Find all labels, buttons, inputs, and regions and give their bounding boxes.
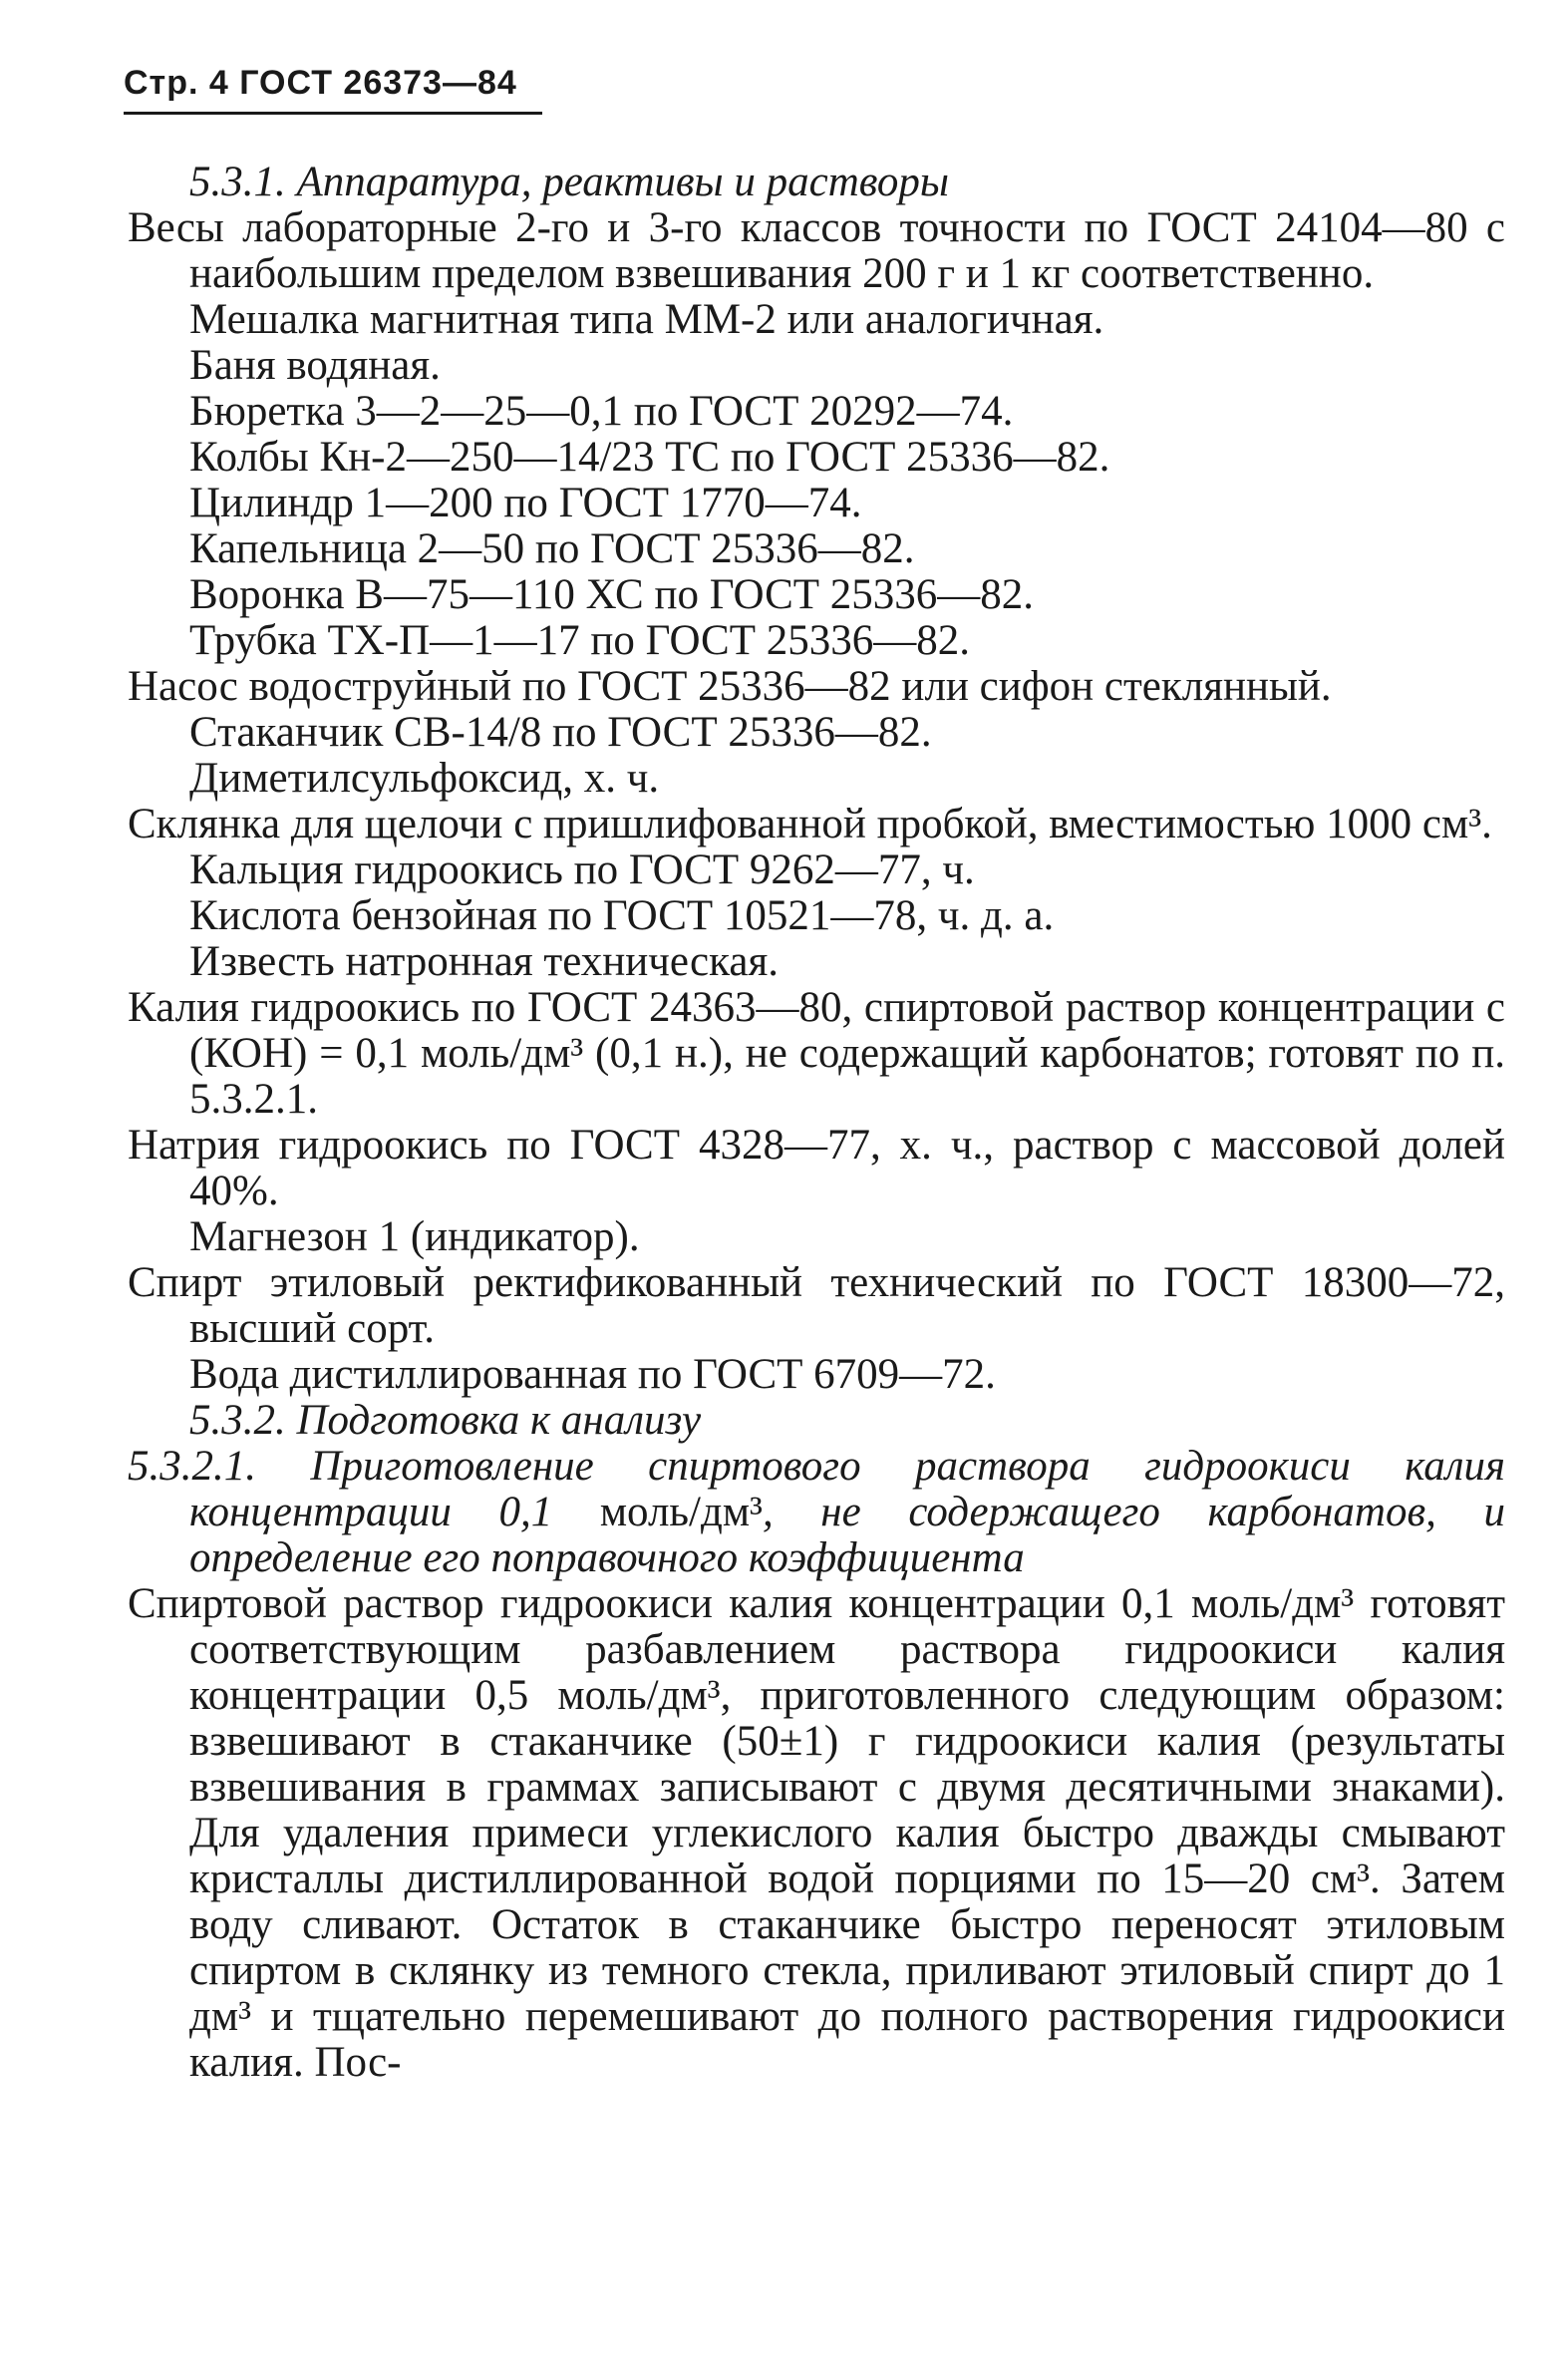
section-5-3-2-1-title-part-a: 5.3.2.1. Приготовление спиртового раствора гидроокиси калия концентрации 0,1: [128, 1443, 1505, 1535]
item-flasks: Колбы Кн-2—250—14/23 ТС по ГОСТ 25336—82.: [189, 434, 1110, 481]
item-scales: Весы лабораторные 2-го и 3-го классов точности по ГОСТ 24104—80 с наибольшим пределом взвешивания 200 г и 1 кг соответственно.: [128, 204, 1505, 297]
item-potassium-hydroxide: Калия гидроокись по ГОСТ 24363—80, спиртовой раствор концентрации с (КОН) = 0,1 моль/дм³ (0,1 н.), не содержащий карбонатов; готовят по п. 5.3.2.1.: [128, 984, 1505, 1123]
item-beaker: Стаканчик СВ-14/8 по ГОСТ 25336—82.: [189, 709, 932, 756]
item-distilled-water: Вода дистиллированная по ГОСТ 6709—72.: [189, 1351, 996, 1398]
item-benzoic-acid: Кислота бензойная по ГОСТ 10521—78, ч. д. а.: [189, 892, 1055, 939]
document-body: [128, 159, 1505, 2086]
item-ethanol: Спирт этиловый ректификованный технический по ГОСТ 18300—72, высший сорт.: [128, 1259, 1505, 1352]
item-stirrer: Мешалка магнитная типа ММ-2 или аналогичная.: [189, 296, 1104, 343]
item-burette: Бюретка 3—2—25—0,1 по ГОСТ 20292—74.: [189, 388, 1014, 435]
item-calcium-hydroxide: Кальция гидроокись по ГОСТ 9262—77, ч.: [189, 846, 975, 893]
section-5-3-2-title: 5.3.2. Подготовка к анализу: [189, 1397, 702, 1444]
item-alkali-bottle: Склянка для щелочи с пришлифованной пробкой, вместимостью 1000 см³.: [128, 801, 1492, 847]
item-dropper: Капельница 2—50 по ГОСТ 25336—82.: [189, 525, 915, 572]
item-water-bath: Баня водяная.: [189, 342, 441, 389]
item-tube: Трубка ТХ-П—1—17 по ГОСТ 25336—82.: [189, 617, 970, 664]
section-5-3-2-1-body: Спиртовой раствор гидроокиси калия концентрации 0,1 моль/дм³ готовят соответствующим разбавлением раствора гидроокиси калия концентрации 0,5 моль/дм³, приготовленного следующим образом: взвешивают в стаканчике (50±1) г гидроокиси калия (результаты взвешивания в граммах записывают с двумя десятичными знаками). Для удаления примеси углекислого калия быстро дважды смывают кристаллы дистиллированной водой порциями по 15—20 см³. Затем воду сливают. Остаток в стаканчике быстро переносят этиловым спиртом в склянку из темного стекла, приливают этиловый спирт до 1 дм³ и тщательно перемешивают до полного растворения гидроокиси калия. Пос-: [128, 1580, 1505, 2086]
section-5-3-2-1-title-unit: моль/дм³: [599, 1489, 763, 1535]
item-magneson: Магнезон 1 (индикатор).: [189, 1213, 640, 1260]
page-header: Стр. 4 ГОСТ 26373—84: [124, 64, 517, 102]
section-5-3-2-1-title-part-b: , не содержащего карбонатов, и определение его поправочного коэффициента: [189, 1489, 1505, 1581]
section-5-3-2-1-title: [128, 1444, 1505, 1581]
item-cylinder: Цилиндр 1—200 по ГОСТ 1770—74.: [189, 480, 862, 526]
item-pump: Насос водоструйный по ГОСТ 25336—82 или сифон стеклянный.: [128, 663, 1332, 710]
item-funnel: Воронка В—75—110 ХС по ГОСТ 25336—82.: [189, 571, 1035, 618]
header-rule: [124, 112, 542, 115]
item-dmso: Диметилсульфоксид, х. ч.: [189, 755, 660, 802]
section-5-3-1-title: 5.3.1. Аппаратура, реактивы и растворы: [189, 159, 950, 205]
item-sodium-hydroxide: Натрия гидроокись по ГОСТ 4328—77, х. ч., раствор с массовой долей 40%.: [128, 1122, 1505, 1214]
item-soda-lime: Известь натронная техническая.: [189, 938, 779, 985]
